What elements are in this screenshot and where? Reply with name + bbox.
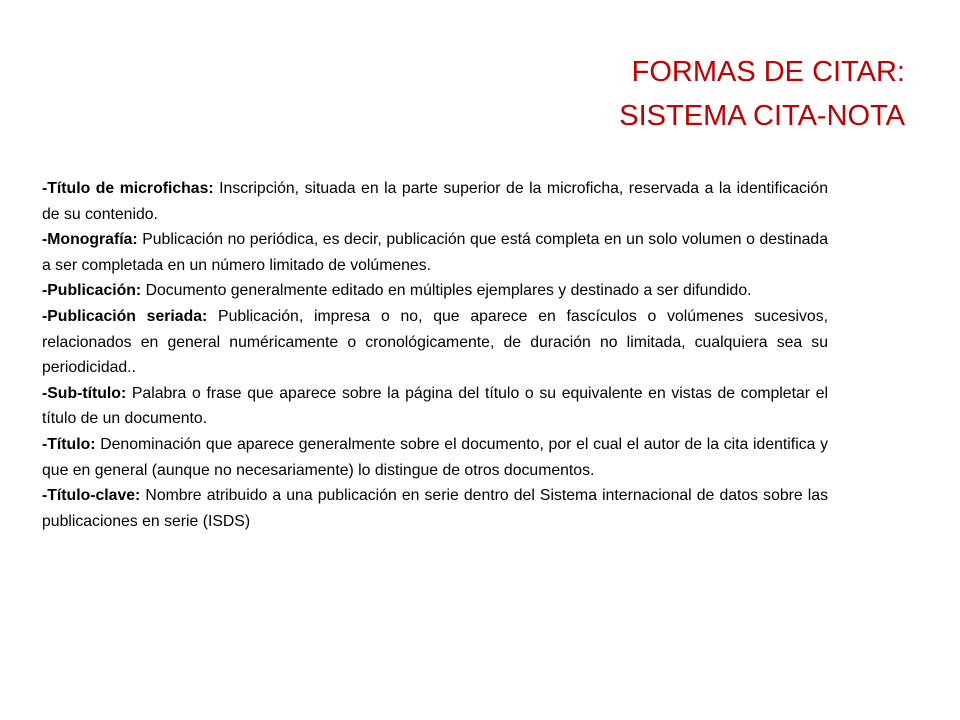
definitions-list — [42, 176, 828, 534]
definition-titulo-de-microfichas — [42, 176, 828, 227]
definition-publicacion-seriada — [42, 304, 828, 381]
definition-term: -Monografía: — [42, 231, 138, 249]
definition-text: Nombre atribuido a una publicación en serie dentro del Sistema internacional de datos sobre las publicaciones en serie (ISDS) — [42, 487, 828, 530]
definition-term: -Sub-título: — [42, 384, 127, 402]
definition-sub-titulo — [42, 381, 828, 432]
definition-text: Inscripción, situada en la parte superior de la microficha, reservada a la identificación de su contenido. — [42, 180, 828, 223]
definition-text: Publicación no periódica, es decir, publicación que está completa en un solo volumen o destinada a ser completada en un número limitado de volúmenes. — [42, 231, 828, 274]
definition-text: Publicación, impresa o no, que aparece en fascículos o volúmenes sucesivos, relacionados en general numéricamente o cronológicamente, de duración no limitada, cualquiera sea su periodicidad.. — [42, 307, 828, 377]
slide-title-line-2: SISTEMA CITA-NOTA — [619, 100, 905, 132]
definition-text: Palabra o frase que aparece sobre la página del título o su equivalente en vistas de completar el título de un documento. — [42, 384, 828, 428]
definition-text: Documento generalmente editado en múltiples ejemplares y destinado a ser difundido. — [141, 282, 752, 300]
definition-titulo — [42, 432, 828, 483]
definition-term: -Título-clave: — [42, 487, 141, 505]
definition-monografia — [42, 227, 828, 278]
definition-text: Denominación que aparece generalmente sobre el documento, por el cual el autor de la cita identifica y que en general (aunque no necesariamente) lo distingue de otros documentos. — [42, 435, 828, 479]
slide-title — [305, 50, 905, 138]
slide-title-line-1: FORMAS DE CITAR: — [631, 56, 905, 88]
definition-term: -Título: — [42, 435, 96, 453]
definition-term: -Publicación seriada: — [42, 307, 208, 325]
definition-term: -Publicación: — [42, 282, 142, 300]
definition-term: -Título de microfichas: — [42, 180, 214, 197]
definition-publicacion — [42, 278, 828, 304]
definition-titulo-clave — [42, 483, 828, 534]
